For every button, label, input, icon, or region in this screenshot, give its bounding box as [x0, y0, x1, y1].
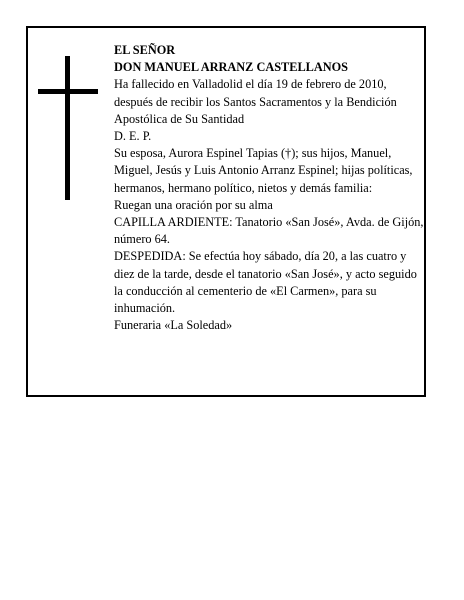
- cross-horizontal-bar: [38, 89, 98, 94]
- prayer-request: Ruegan una oración por su alma: [114, 197, 273, 212]
- notice-title: EL SEÑOR: [114, 43, 176, 57]
- family-list: Su esposa, Aurora Espinel Tapias (†); sus hijos, Manuel, Miguel, Jesús y Luis Antonio Arranz Espinel; hijas políticas, hermanos, hermano político, nietos y demás familia:: [114, 146, 413, 195]
- funeral-home: Funeraria «La Soledad»: [114, 318, 233, 333]
- obituary-notice: [26, 26, 426, 397]
- cross-icon: [38, 56, 98, 200]
- cross-vertical-bar: [65, 56, 70, 200]
- chapel-info: CAPILLA ARDIENTE: Tanatorio «San José», Avda. de Gijón, número 64.: [114, 215, 424, 247]
- rip-line: D. E. P.: [114, 129, 152, 144]
- deceased-name: DON MANUEL ARRANZ CASTELLANOS: [114, 60, 349, 75]
- death-announcement: Ha fallecido en Valladolid el día 19 de febrero de 2010, después de recibir los Santos Sacramentos y la Bendición Apostólica de Su Santidad: [114, 77, 397, 126]
- farewell-info: DESPEDIDA: Se efectúa hoy sábado, día 20, a las cuatro y diez de la tarde, desde el tanatorio «San José», y acto seguido la conducción al cementerio de «El Carmen», para su inhumación.: [114, 249, 417, 316]
- notice-text: [114, 42, 426, 334]
